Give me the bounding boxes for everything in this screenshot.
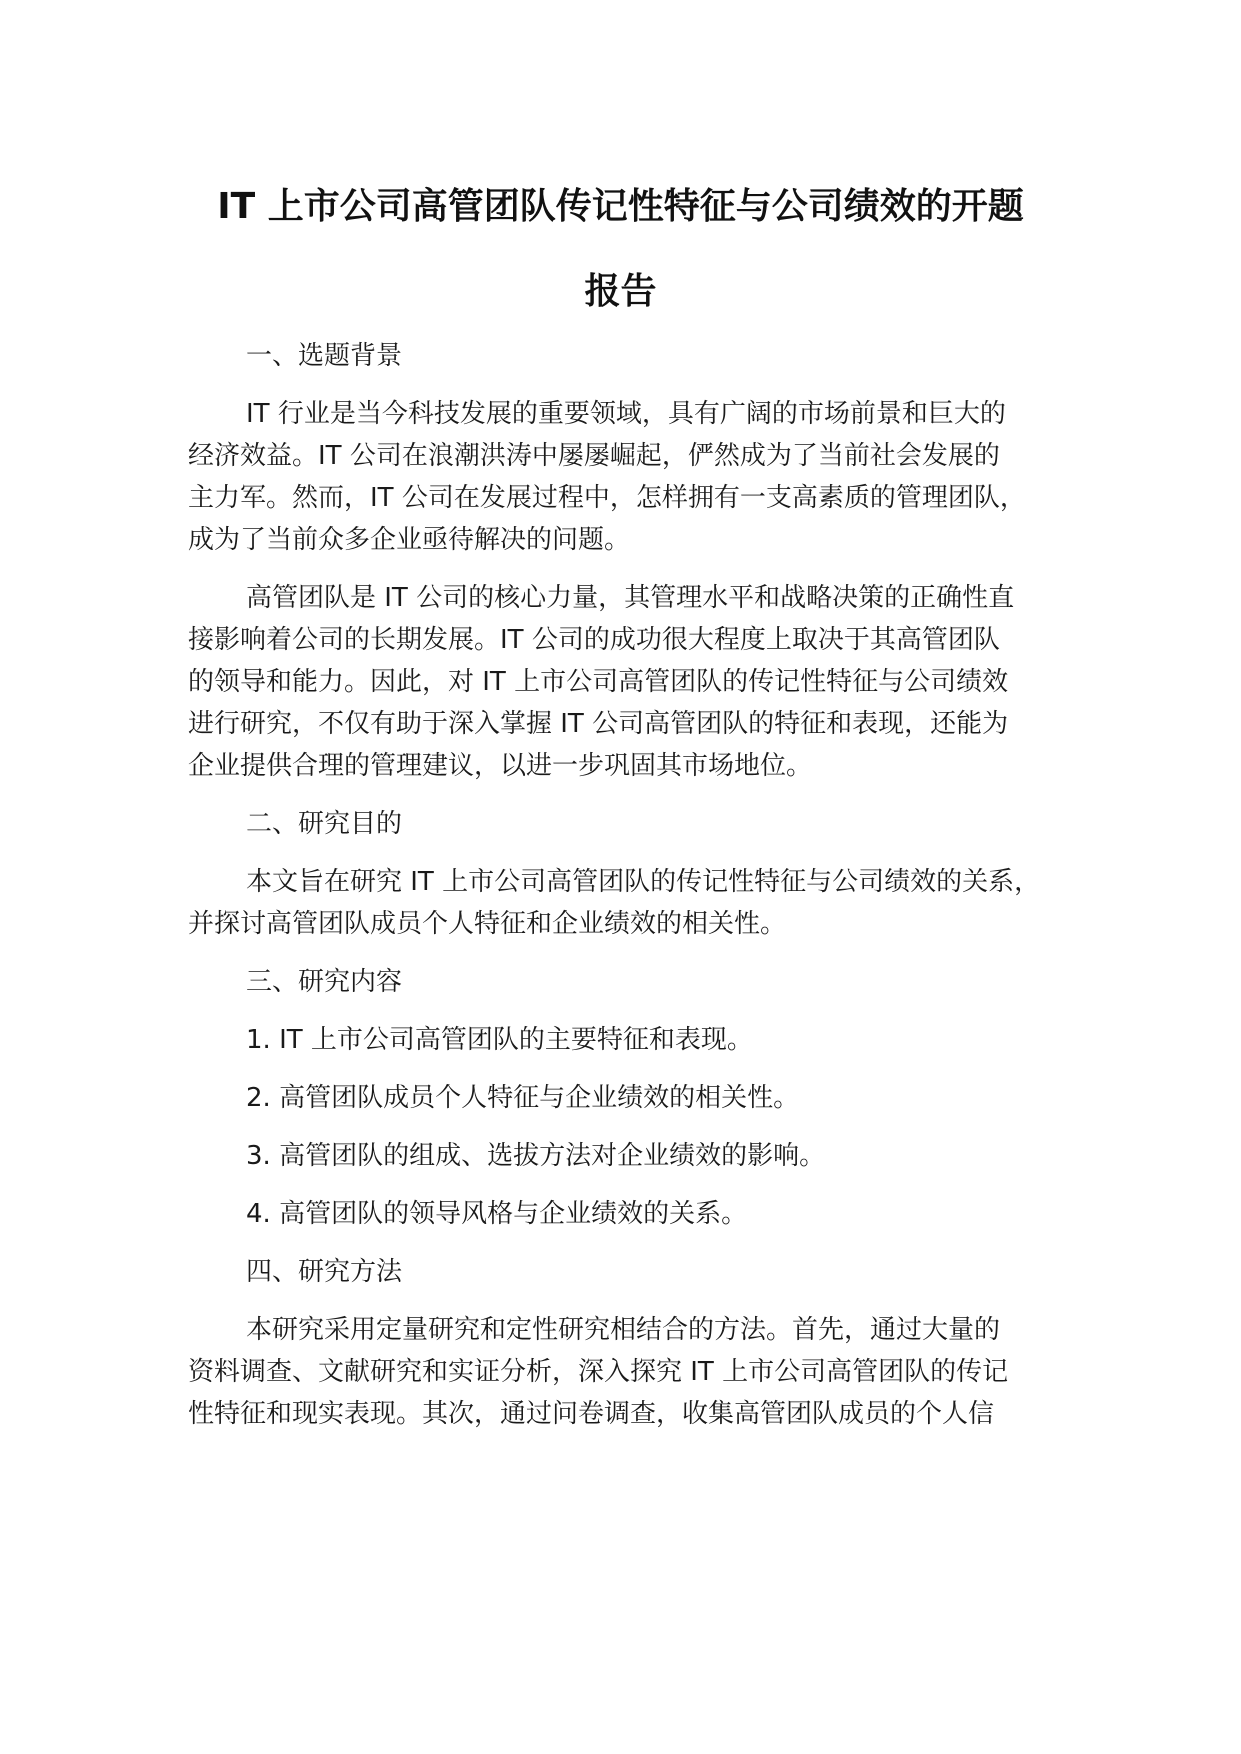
paragraph-line: 接影响着公司的长期发展。IT 公司的成功很大程度上取决于其高管团队 bbox=[188, 625, 1000, 655]
paragraph-line: 并探讨高管团队成员个人特征和企业绩效的相关性。 bbox=[188, 909, 787, 939]
paragraph-line: 资料调查、文献研究和实证分析，深入探究 IT 上市公司高管团队的传记 bbox=[188, 1357, 1009, 1387]
document-title-line-1: IT 上市公司高管团队传记性特征与公司绩效的开题 bbox=[217, 186, 1024, 227]
list-item: 1. IT 上市公司高管团队的主要特征和表现。 bbox=[246, 1025, 753, 1055]
section-heading-content: 三、研究内容 bbox=[246, 967, 403, 997]
paragraph-line: 主力军。然而，IT 公司在发展过程中，怎样拥有一支高素质的管理团队， bbox=[188, 483, 1026, 513]
paragraph-line: 企业提供合理的管理建议，以进一步巩固其市场地位。 bbox=[188, 751, 813, 781]
list-item: 2. 高管团队成员个人特征与企业绩效的相关性。 bbox=[246, 1083, 800, 1113]
paragraph-line: 本文旨在研究 IT 上市公司高管团队的传记性特征与公司绩效的关系， bbox=[246, 867, 1041, 897]
list-item: 4. 高管团队的领导风格与企业绩效的关系。 bbox=[246, 1199, 748, 1229]
section-heading-method: 四、研究方法 bbox=[246, 1257, 403, 1287]
paragraph-line: 成为了当前众多企业亟待解决的问题。 bbox=[188, 525, 631, 555]
paragraph-line: 高管团队是 IT 公司的核心力量，其管理水平和战略决策的正确性直 bbox=[246, 583, 1015, 613]
list-item: 3. 高管团队的组成、选拔方法对企业绩效的影响。 bbox=[246, 1141, 826, 1171]
paragraph-line: 进行研究，不仅有助于深入掌握 IT 公司高管团队的特征和表现，还能为 bbox=[188, 709, 1009, 739]
paragraph-line: 本研究采用定量研究和定性研究相结合的方法。首先，通过大量的 bbox=[246, 1315, 1001, 1345]
paragraph-line: 性特征和现实表现。其次，通过问卷调查，收集高管团队成员的个人信 bbox=[188, 1399, 995, 1429]
paragraph-line: 的领导和能力。因此，对 IT 上市公司高管团队的传记性特征与公司绩效 bbox=[188, 667, 1009, 697]
section-heading-purpose: 二、研究目的 bbox=[246, 809, 403, 839]
paragraph-line: IT 行业是当今科技发展的重要领域，具有广阔的市场前景和巨大的 bbox=[246, 399, 1006, 429]
document-title-line-2: 报告 bbox=[584, 271, 657, 312]
paragraph-line: 经济效益。IT 公司在浪潮洪涛中屡屡崛起，俨然成为了当前社会发展的 bbox=[188, 441, 1000, 471]
section-heading-background: 一、选题背景 bbox=[246, 341, 403, 371]
